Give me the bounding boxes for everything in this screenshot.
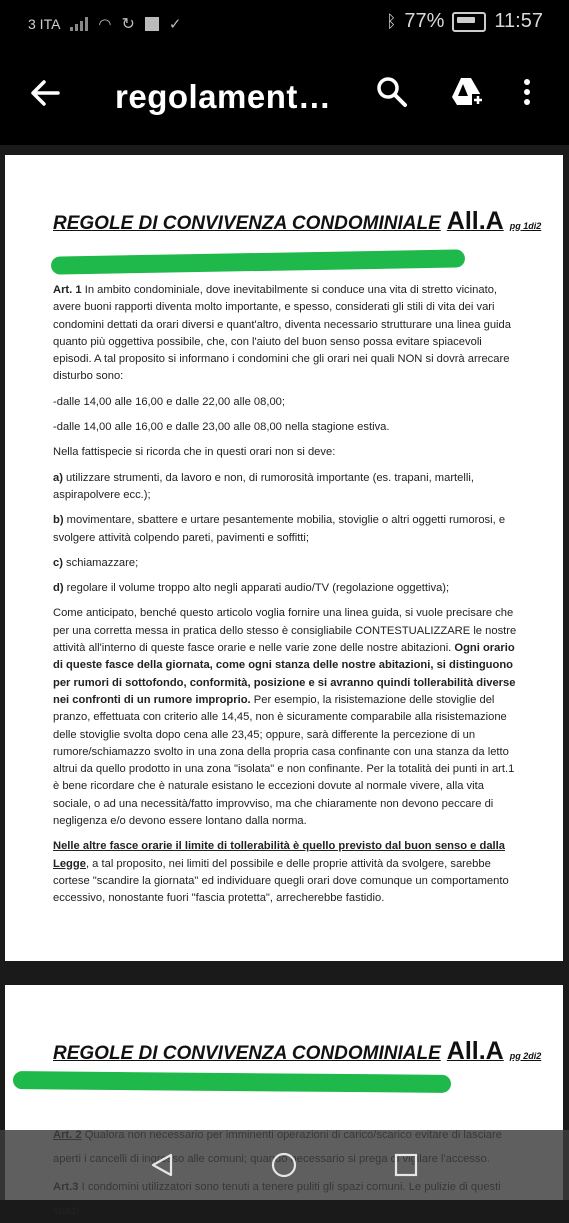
paragraph: Nella fattispecie si ricorda che in questi orari non si deve: <box>53 446 336 459</box>
status-bar <box>0 0 569 50</box>
list-text: regolare il volume troppo alto negli apparati audio/TV (regolazione oggettiva); <box>63 582 450 595</box>
redaction-scribble <box>13 1071 451 1093</box>
emphasis-text: Nelle altre fasce orarie il limite di tollerabilità è quello previsto dal buon senso e dalla Legge <box>53 840 505 870</box>
list-label: b) <box>53 514 64 527</box>
battery-percent: 77% <box>404 10 445 32</box>
heading-text: REGOLE DI CONVIVENZA CONDOMINIALE <box>53 1043 441 1064</box>
list-label: d) <box>53 582 64 595</box>
list-label: a) <box>53 471 63 484</box>
document-title: regolament… <box>115 78 332 115</box>
redaction-scribble <box>51 249 465 274</box>
paragraph-text: , a tal proposito, nei limiti del possibile e delle proprie attività da svolgere, sarebbe cortese "scandire la giornata" ed individuare quegli orari dove comunque un comportamento eccessivo, nonostante fuori "fascia protetta", arrecherebbe fastidio. <box>53 857 509 905</box>
sync-icon: ↻ <box>121 16 135 33</box>
paragraph: -dalle 14,00 alle 16,00 e dalle 23,00 alle 08,00 nella stagione estiva. <box>53 421 390 434</box>
page-number: pg 1di2 <box>509 221 542 231</box>
list-item-a <box>53 470 523 505</box>
list-item-c <box>53 555 523 572</box>
heading-tag: All.A <box>446 207 504 235</box>
list-item-b <box>53 512 523 547</box>
paragraph-text: Come anticipato, benché questo articolo voglia fornire una linea guida, si vuole precisare che per una corretta messa in pratica dello stesso è consigliabile CONTESTUALIZZARE le nostre attività all'interno di queste fasce orarie e nelle varie zone delle nostre abitazioni. <box>53 607 517 655</box>
check-notification-icon: ✓ <box>168 16 182 33</box>
list-label: c) <box>53 556 63 569</box>
bluetooth-icon: ᛒ <box>386 11 397 31</box>
heading-text: REGOLE DI CONVIVENZA CONDOMINIALE <box>53 213 441 234</box>
document-page-1[interactable] <box>5 155 563 961</box>
page-number: pg 2di2 <box>509 1051 542 1061</box>
article-label: Art. 1 <box>53 284 82 296</box>
list-text: schiamazzare; <box>62 556 139 569</box>
list-text: movimentare, sbattere e urtare pesantemente mobilia, stoviglie o altri oggetti rumorosi, e svolgere attività colpendo pareti, pavimenti e soffitti; <box>53 514 506 544</box>
more-options-icon[interactable] <box>517 74 537 110</box>
paragraph: -dalle 14,00 alle 16,00 e dalle 22,00 alle 08,00; <box>53 395 286 408</box>
app-notification-icon <box>145 17 159 31</box>
document-heading <box>53 207 541 236</box>
paragraph-text: In ambito condominiale, dove inevitabilmente si conduce una vita di stretto vicinato, avere buoni rapporti diventa molto importante, e spesso, considerati gli stili di vita dei vari condomini dettati da orari diversi e quant'altro, diventa necessario strutturare una linea guida quanto più oggettiva possibile, che, con l'aiuto del buon senso possa evitare spiacevoli episodi. A tal proposito si informano i condomini che gli orari nei quali NON si dovrà arrecare disturbo sono: <box>53 284 511 383</box>
heading-tag: All.A <box>446 1037 504 1065</box>
battery-icon <box>452 12 486 32</box>
navigation-bar <box>0 1130 569 1200</box>
paragraph-text: spazi <box>53 1205 80 1217</box>
paragraph <box>53 605 523 830</box>
nav-home-icon[interactable] <box>271 1152 297 1178</box>
article-1 <box>53 282 523 386</box>
add-to-drive-icon[interactable] <box>449 74 485 110</box>
list-item-d <box>53 580 523 597</box>
emphasis-text: Ogni orario di queste fasce della giornata, come ogni stanza delle nostre abitazioni, si distinguono per rumori di sottofondo, conformità, posizione e si avranno quindi tollerabilità diverse nei confronti di un rumore improprio. <box>53 642 516 706</box>
list-text: utilizzare strumenti, da lavoro e non, di rumorosità importante (es. trapani, martelli, aspirapolvere ecc.); <box>53 471 474 501</box>
signal-icon <box>70 17 88 31</box>
wifi-icon: ◠ <box>98 16 112 33</box>
back-arrow-icon[interactable] <box>28 76 62 110</box>
paragraph-text: Per esempio, la risistemazione delle stoviglie del pranzo, effettuata con criterio alle 14,45, non è sicuramente comparabile alla risistemazione delle stoviglie svolta dopo cena alle 23,45; oppure, sarà differente la percezione di un rumore/schiamazzo svolto in una zona della propria casa confinante con una stanza da letto altrui da quello prodotto in una zona "isolata" e non confinante. Per la totalità dei punti in art.1 è bene ricordare che è naturale esistano le eccezioni dovute al normale vivere, alla vita sociale, o ad una necessità/fatto improvviso, ma che chiaramente non devono peccare di negligenza e/o devono essere lontano dalla norma. <box>53 693 515 828</box>
paragraph <box>53 838 523 907</box>
nav-back-icon[interactable] <box>149 1152 175 1178</box>
app-bar <box>0 50 569 145</box>
document-body <box>53 282 523 916</box>
search-icon[interactable] <box>374 74 410 110</box>
nav-recents-icon[interactable] <box>393 1152 419 1178</box>
clock: 11:57 <box>494 10 543 32</box>
document-heading <box>53 1037 541 1066</box>
carrier-label: 3 ITA <box>28 16 61 32</box>
